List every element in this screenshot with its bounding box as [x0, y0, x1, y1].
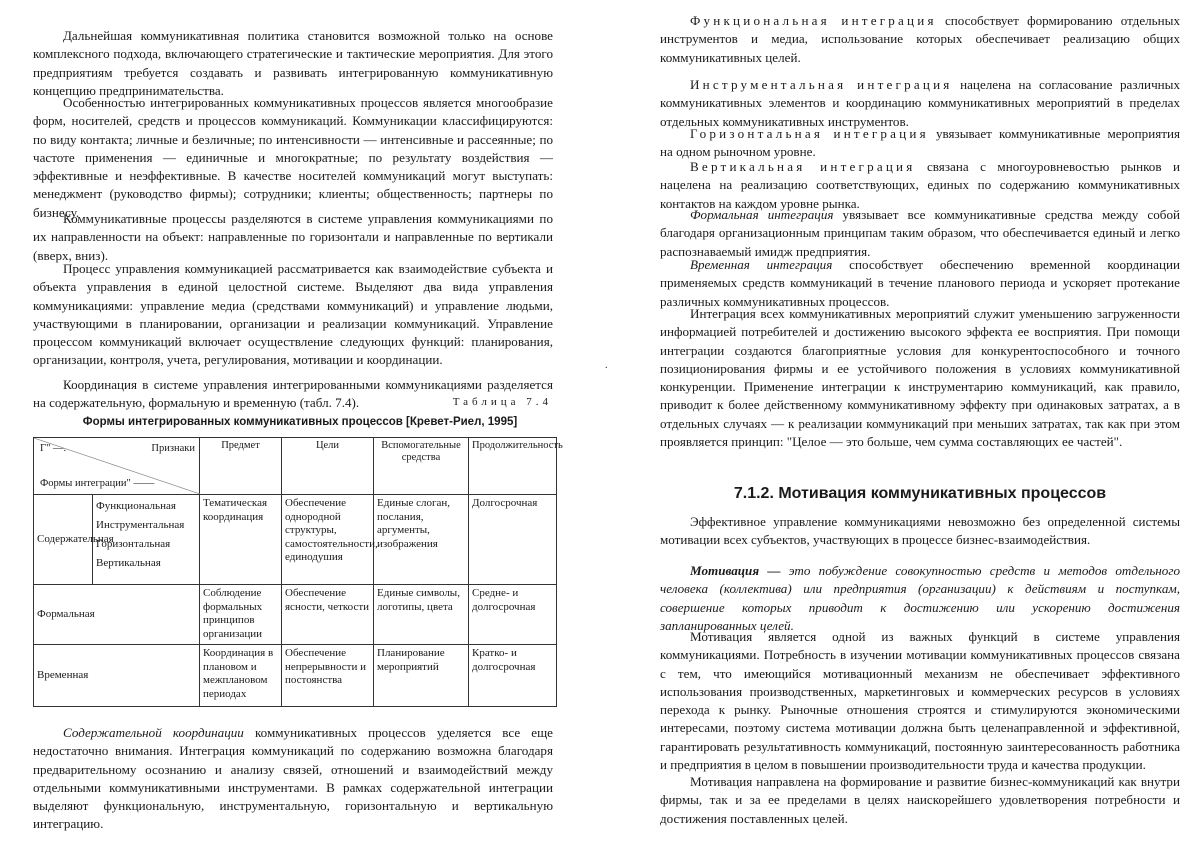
paragraph: Инструментальная интеграция нацелена на согласование различных коммуникативных элементов и координацию коммуникативных мероприятий в пределах отдельных коммуникативных инструментов. [660, 77, 1181, 129]
table-row [34, 645, 557, 707]
goals-cell: Обеспечение однородной структуры, самостоятельности, единодушия [282, 495, 374, 585]
goals-cell: Обеспечение ясности, четкости [282, 585, 374, 645]
column-header: Продолжительность [469, 438, 557, 495]
italic-term: Формальная интеграция [690, 207, 834, 222]
center-mark: . [605, 360, 608, 371]
right-page [600, 0, 1200, 849]
paragraph: Содержательной координации коммуникативных процессов уделяется все еще недостаточно внимания. Интеграция коммуникаций по содержанию возможна благодаря предварительному осознанию и анализу связей, отношений и взаимодействий между отдельными коммуникативными инструментами. В рамках содержательной интеграции выделяют функциональную, инструментальную, горизонтальную и вертикальную интеграцию. [33, 725, 553, 832]
paragraph: Особенностью интегрированных коммуникативных процессов является многообразие форм, носителей, средств и процессов коммуникаций. Коммуникации классифицируются: по виду контакта; личные и безличные; по интенсивности — интенсивные и рассеянные; по частоте применения — единичные и многократные; по результату воздействия — эффективные и неэффективные. В качестве носителей коммуникаций могут выступать: менеджмент (руководство фирмы); сотрудники; клиенты; общественность; партнеры по бизнесу. [33, 95, 553, 220]
bold-term: Мотивация — [690, 563, 781, 578]
integration-forms-table [33, 437, 563, 707]
spaced-term: Инструментальная интеграция [690, 77, 953, 92]
section-heading: 7.1.2. Мотивация коммуникативных процессов [733, 485, 1107, 502]
paragraph: Вертикальная интеграция связана с многоуровневостью рынков и нацелена на реализацию соответствующих, единых по содержанию коммуникативных контактов на каждом уровне рынка. [660, 159, 1181, 211]
paragraph: Эффективное управление коммуникациями невозможно без определенной системы мотивации всех субъектов, участвующих в процессе бизнес-взаимодействия. [660, 514, 1180, 548]
subform-item: Инструментальная [96, 519, 185, 531]
subject-cell: Координация в плановом и межплановом периодах [200, 645, 282, 707]
means-cell: Единые символы, логотипы, цвета [374, 585, 469, 645]
duration-cell: Средне- и долгосрочная [469, 585, 557, 645]
subform-item: Функциональная [96, 500, 176, 512]
italic-term: Временная интеграция [690, 257, 833, 272]
form-cell: Содержательная [34, 495, 93, 585]
table-row [34, 495, 557, 585]
table-label: Таблица 7.4 [452, 396, 552, 408]
subform-item: Вертикальная [96, 557, 161, 569]
subject-cell: Тематическая координация [200, 495, 282, 585]
column-header: Предмет [200, 438, 282, 495]
paragraph: Формальная интеграция увязывает все коммуникативные средства между собой благодаря организационным принципам таким образом, что обеспечивается единый и легко распознаваемый имидж предприятия. [660, 207, 1180, 259]
corner-forms-label: Формы интеграции" —— [40, 478, 155, 489]
paragraph: Горизонтальная интеграция увязывает коммуникативные мероприятия на одном рыночном уровне. [660, 126, 1180, 160]
subform-item: Горизонтальная [96, 538, 171, 550]
paragraph: Координация в системе управления интегрированными коммуникациями разделяется на содержательную, формальную и временную (табл. 7.4). [33, 377, 553, 411]
table-row [34, 585, 557, 645]
goals-cell: Обеспечение непрерывности и постоянства [282, 645, 374, 707]
paragraph: Интеграция всех коммуникативных мероприятий служит уменьшению загруженности информацией потребителей и достижению высокого эффекта ее восприятия. При помощи интеграции создаются благоприятные условия для конкурентоспособного и точного позиционирования фирмы и ее устойчивого положения в условиях коммуникативной конкуренции. Применение интеграции к инструментарию коммуникаций, как правило, приводит к более действенному коммуникативному эффекту при одинаковых затратах, а в отдельных случаях — к реализации коммуникаций при меньших затратах, так как при этом проявляется принцип: "Целое — это больше, чем сумма составляющих ее частей". [660, 306, 1180, 450]
corner-features-label: Признаки [151, 443, 195, 454]
table-header-row [34, 438, 557, 495]
means-cell: Единые слоган, послания, аргументы, изображения [374, 495, 469, 585]
paragraph: Мотивация является одной из важных функций в системе управления коммуникациями. Потребность в изучении мотивации коммуникативных процессов связана с тем, что имеющийся мотивационный механизм не обеспечивает эффективного использования производственных, маркетинговых и коммерческих ресурсов в условиях перехода к рынку. Рыночные отношения строятся и стимулируются экономическими интересами, поэтому система мотивации должна быть целенаправленной и эффективной, гарантировать результативность коммуникаций, постоянную заинтересованность работника и предприятия в целом в повышении производительности труда и качества продукции. [660, 629, 1180, 773]
form-cell: Временная [34, 645, 200, 707]
spaced-term: Функциональная интеграция [690, 13, 937, 28]
form-cell: Формальная [34, 585, 200, 645]
subject-cell: Соблюдение формальных принципов организации [200, 585, 282, 645]
paragraph: Процесс управления коммуникацией рассматривается как взаимодействие субъекта и объекта управления в единой целостной системе. Выделяют два вида управления коммуникациями: управление медиа (средствами коммуникаций) и управление людьми, участвующими в планировании, организации и реализации коммуникаций. Управление процессом коммуникаций включает осуществление следующих функций: планирования, организации, контроля, учета, регулирования, мотивации и координации. [33, 261, 553, 368]
duration-cell: Кратко- и долгосрочная [469, 645, 557, 707]
corner-mark: Г" —. [40, 443, 67, 454]
means-cell: Планирование мероприятий [374, 645, 469, 707]
spaced-term: Горизонтальная интеграция [690, 126, 929, 141]
spaced-term: Вертикальная интеграция [690, 159, 916, 174]
column-header: Вспомогательные средства [374, 438, 469, 495]
italic-term: Содержательной координации [63, 725, 244, 740]
duration-cell: Долгосрочная [469, 495, 557, 585]
paragraph: Коммуникативные процессы разделяются в системе управления коммуникациями по их направленности на объект: направленные по горизонтали и направленные по вертикали (вверх, вниз). [33, 211, 553, 263]
paragraph: Временная интеграция способствует обеспечению временной координации применяемых средств коммуникаций в течение планового периода и ускоряет протекание различных коммуникативных процессов. [660, 257, 1180, 309]
definition-paragraph: Мотивация — это побуждение совокупностью средств и методов отдельного человека (коллектива) или предприятия (организации) к действиям и поступкам, совершение которых приводит к достижению или ускорению достижения запланированных целей. [660, 563, 1180, 633]
paragraph: Мотивация направлена на формирование и развитие бизнес-коммуникаций как внутри фирмы, так и за ее пределами в целях наискорейшего удовлетворения потребности и достижения поставленных целей. [660, 774, 1180, 826]
diagonal-header-cell [34, 438, 200, 495]
column-header: Цели [282, 438, 374, 495]
subforms-cell [93, 495, 200, 585]
paragraph: Дальнейшая коммуникативная политика становится возможной только на основе комплексного подхода, включающего стратегические и тактические мероприятия. Для этого предприятиям требуется создавать и развивать интегрированную коммуникативную концепцию предпринимательства. [33, 28, 553, 98]
paragraph: Функциональная интеграция способствует формированию отдельных инструментов и медиа, использование которых обеспечивает реализацию общих коммуникативных целей. [660, 13, 1180, 65]
table-title: Формы интегрированных коммуникативных процессов [Кревет-Риел, 1995] [82, 416, 518, 428]
